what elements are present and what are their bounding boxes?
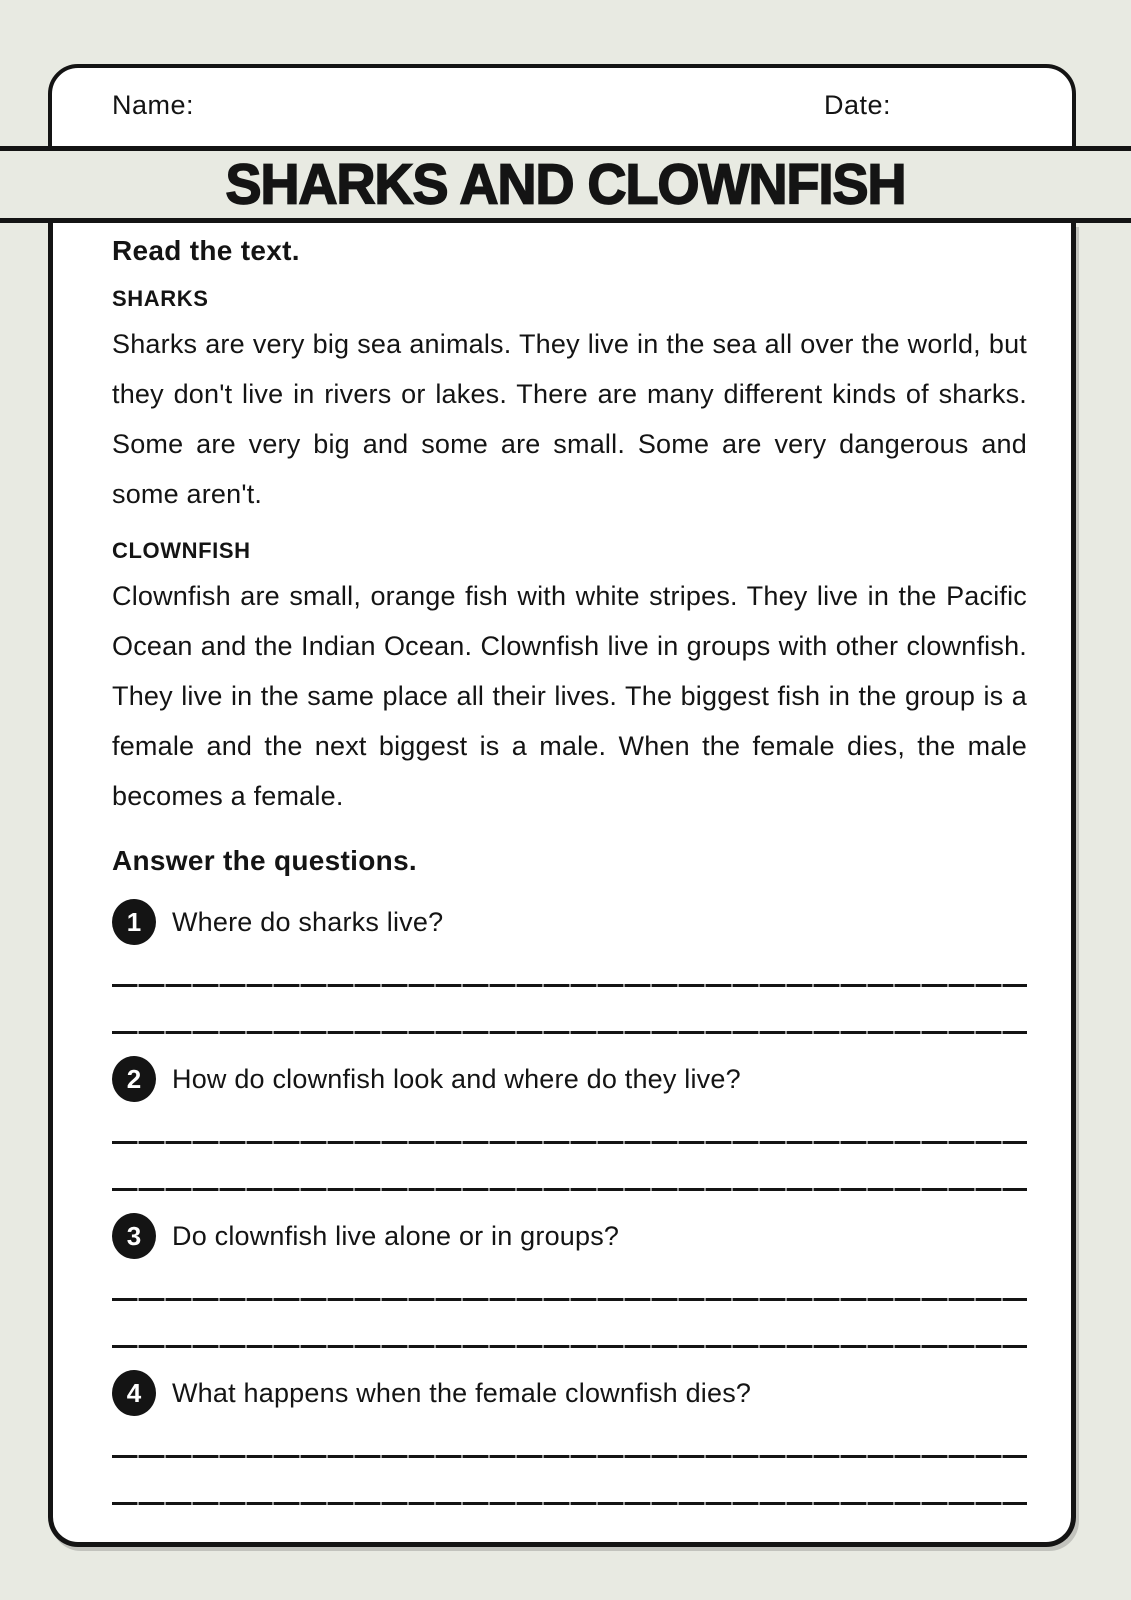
question-row <box>112 1213 1027 1259</box>
clownfish-paragraph: Clownfish are small, orange fish with white stripes. They live in the Pacific Ocean and the Indian Ocean. Clownfish live in groups with other clownfish. They live in the same place all their lives. The biggest fish in the group is a female and the next biggest is a male. When the female dies, the male becomes a female. <box>112 581 1027 811</box>
worksheet-body-panel <box>48 223 1076 1547</box>
question-row <box>112 1056 1027 1102</box>
date-label: Date: <box>824 90 892 120</box>
answer-line[interactable] <box>112 1144 1027 1191</box>
title-banner <box>0 146 1131 223</box>
question-row <box>112 1370 1027 1416</box>
question-number-badge <box>112 1056 156 1102</box>
answer-line[interactable] <box>112 1458 1027 1505</box>
answer-line[interactable] <box>112 987 1027 1034</box>
page-title: SHARKS AND CLOWNFISH <box>225 153 906 216</box>
question-block-3 <box>112 1213 1027 1348</box>
clownfish-heading: CLOWNFISH <box>112 538 251 563</box>
question-number: 3 <box>126 1220 142 1251</box>
question-number: 2 <box>126 1063 142 1094</box>
answer-line[interactable] <box>112 1301 1027 1348</box>
answer-instruction: Answer the questions. <box>112 845 418 876</box>
question-row <box>112 899 1027 945</box>
question-block-1 <box>112 899 1027 1034</box>
question-text: What happens when the female clownfish dies? <box>172 1377 752 1408</box>
question-block-4 <box>112 1370 1027 1505</box>
question-block-2 <box>112 1056 1027 1191</box>
answer-line[interactable] <box>112 1102 1027 1144</box>
answer-line[interactable] <box>112 1259 1027 1301</box>
question-text: Where do sharks live? <box>172 906 444 937</box>
question-number-badge <box>112 899 156 945</box>
name-label: Name: <box>112 90 195 120</box>
question-number-badge <box>112 1213 156 1259</box>
question-number: 4 <box>126 1377 142 1408</box>
sharks-paragraph: Sharks are very big sea animals. They live in the sea all over the world, but they don't live in rivers or lakes. There are many different kinds of sharks. Some are very big and some are small. Some are very dangerous and some aren't. <box>112 329 1027 509</box>
question-text: How do clownfish look and where do they live? <box>172 1063 741 1094</box>
name-date-panel <box>48 64 1076 150</box>
sharks-heading: SHARKS <box>112 286 209 311</box>
read-instruction: Read the text. <box>112 235 300 266</box>
answer-line[interactable] <box>112 1416 1027 1458</box>
answer-line[interactable] <box>112 945 1027 987</box>
question-number-badge <box>112 1370 156 1416</box>
question-text: Do clownfish live alone or in groups? <box>172 1220 620 1251</box>
question-number: 1 <box>126 906 142 937</box>
